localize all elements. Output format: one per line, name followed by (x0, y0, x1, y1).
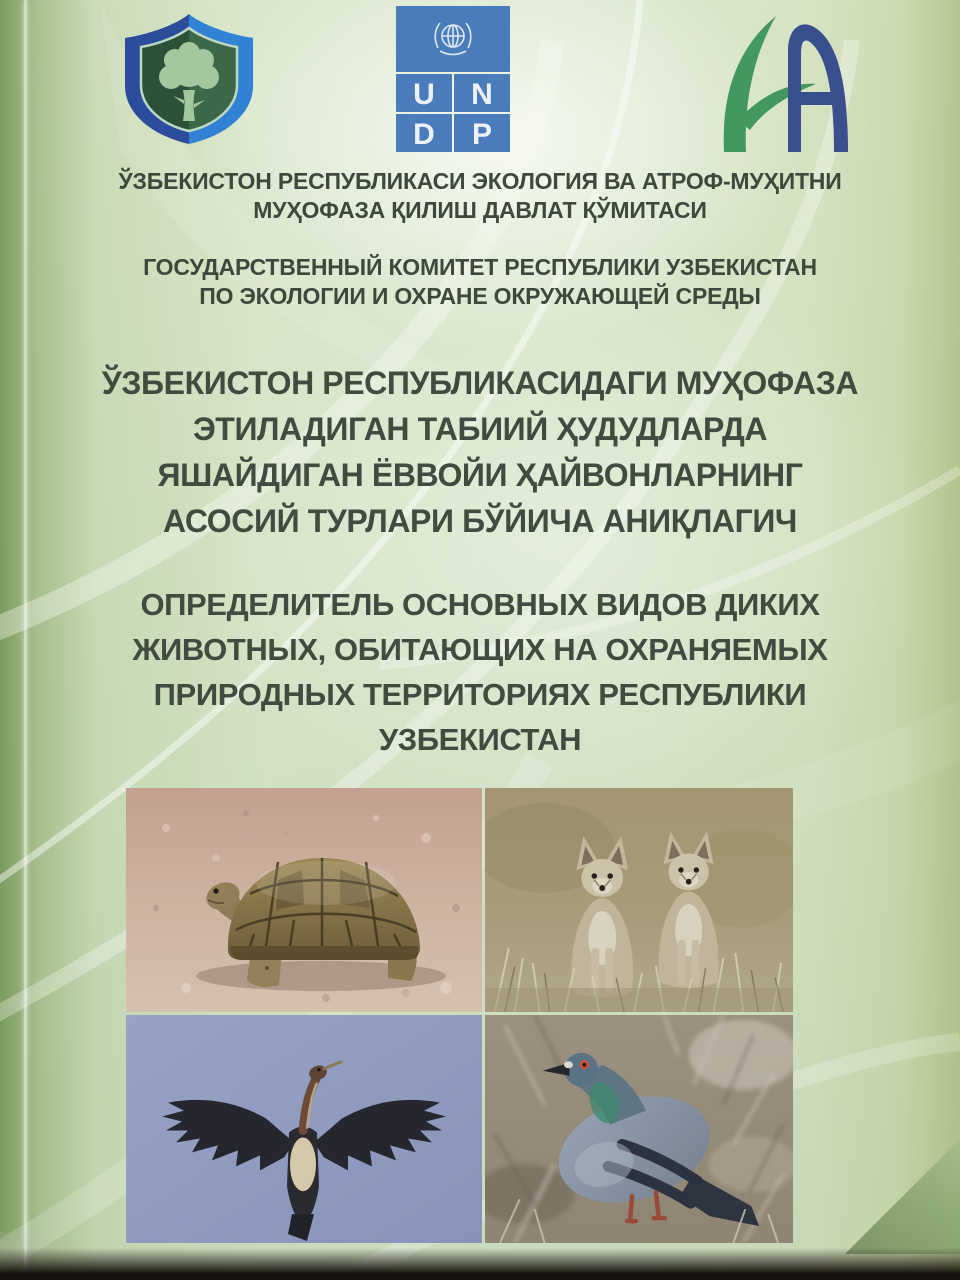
org-name-russian (30, 253, 930, 311)
title-uzbek-line1: ЎЗБЕКИСТОН РЕСПУБЛИКАСИДАГИ МУҲОФАЗА (101, 365, 859, 401)
org-name-uzbek-line2: МУҲОФАЗА ҚИЛИШ ДАВЛАТ ҚЎМИТАСИ (253, 197, 707, 223)
ecology-committee-logo (113, 8, 265, 150)
org-name-uzbek-line1: ЎЗБЕКИСТОН РЕСПУБЛИКАСИ ЭКОЛОГИЯ ВА АТРОФ-МУҲИТНИ (118, 168, 842, 194)
book-title-russian (30, 582, 930, 762)
photo-pigeon (485, 1015, 793, 1243)
flora-fauna-logo (688, 6, 860, 152)
title-russian-line2: ЖИВОТНЫХ, ОБИТАЮЩИХ НА ОХРАНЯЕМЫХ (132, 632, 828, 667)
undp-letter-u: U (413, 78, 435, 111)
title-russian-line3: ПРИРОДНЫХ ТЕРРИТОРИЯХ РЕСПУБЛИКИ (153, 677, 807, 712)
book-title-uzbek (30, 360, 930, 544)
letter-a-arch-icon (788, 24, 848, 152)
photo-tortoise (126, 788, 482, 1012)
org-name-uzbek (30, 167, 930, 225)
photo-cormorant (126, 1015, 482, 1243)
undp-letter-d: D (413, 118, 435, 151)
undp-letter-p: P (471, 118, 493, 151)
title-uzbek-line2: ЭТИЛАДИГАН ТАБИИЙ ҲУДУДЛАРДА (192, 411, 768, 447)
shield-tree-icon (113, 8, 265, 150)
title-uzbek-line4: АСОСИЙ ТУРЛАРИ БЎЙИЧА АНИҚЛАГИЧ (162, 503, 798, 539)
undp-letter-n: N (471, 78, 493, 111)
title-uzbek-line3: ЯШАЙДИГАН ЁВВОЙИ ҲАЙВОНЛАРНИНГ (157, 457, 803, 493)
photo-fox-cubs (485, 788, 793, 1012)
book-bottom-shadow (0, 1248, 960, 1280)
title-russian-line1: ОПРЕДЕЛИТЕЛЬ ОСНОВНЫХ ВИДОВ ДИКИХ (140, 587, 820, 622)
spine-crease (24, 0, 27, 1280)
title-russian-line4: УЗБЕКИСТАН (378, 722, 582, 757)
undp-logo (396, 6, 510, 152)
animal-photo-grid (126, 788, 796, 1246)
org-name-russian-line1: ГОСУДАРСТВЕННЫЙ КОМИТЕТ РЕСПУБЛИКИ УЗБЕКИСТАН (143, 254, 817, 280)
org-name-russian-line2: ПО ЭКОЛОГИИ И ОХРАНЕ ОКРУЖАЮЩЕЙ СРЕДЫ (199, 283, 761, 309)
